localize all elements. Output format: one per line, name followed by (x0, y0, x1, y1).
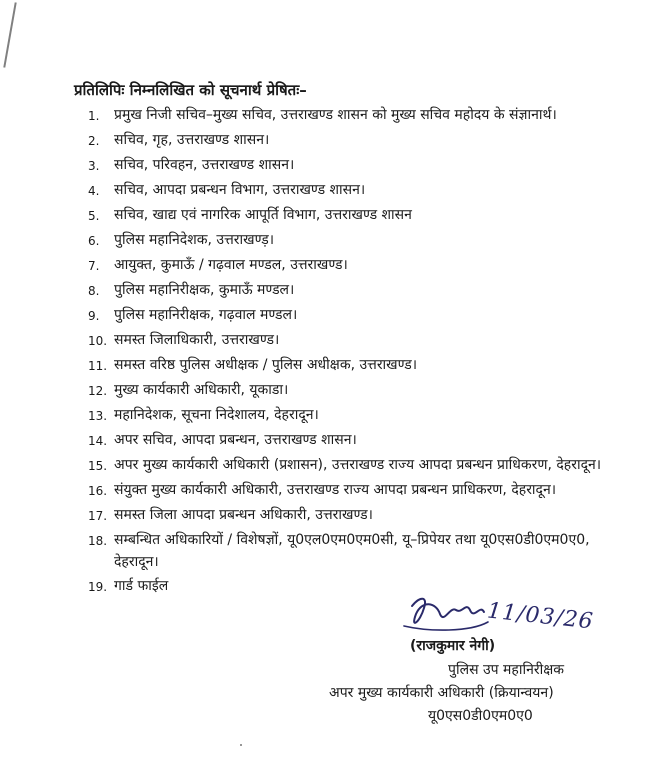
item-number: 13. (88, 409, 108, 423)
item-text: समस्त वरिष्ठ पुलिस अधीक्षक / पुलिस अधीक्षक, उत्तराखण्ड। (114, 357, 418, 373)
item-number: 16. (88, 484, 108, 498)
item-text: प्रमुख निजी सचिव–मुख्य सचिव, उत्तराखण्ड शासन को मुख्य सचिव महोदय के संज्ञानार्थ। (114, 107, 557, 123)
item-number: 18. (88, 534, 108, 548)
item-number: 9. (88, 309, 100, 323)
item-number: 8. (88, 284, 100, 298)
list-item (88, 179, 633, 202)
item-text: गार्ड फाईल (114, 578, 169, 594)
item-text: सचिव, गृह, उत्तराखण्ड शासन। (114, 132, 270, 148)
item-text: महानिदेशक, सूचना निदेशालय, देहरादून। (114, 407, 319, 423)
item-number: 4. (88, 184, 100, 198)
list-item (88, 329, 633, 352)
list-item (88, 529, 633, 573)
list-item (88, 129, 633, 152)
item-number: 5. (88, 209, 100, 223)
item-text: संयुक्त मुख्य कार्यकारी अधिकारी, उत्तराखण्ड राज्य आपदा प्रबन्धन प्राधिकरण, देहरादून। (114, 482, 557, 498)
item-number: 14. (88, 434, 108, 448)
signatory-name: (राजकुमार नेगी) (410, 638, 496, 654)
item-text: सचिव, आपदा प्रबन्धन विभाग, उत्तराखण्ड शासन। (114, 182, 366, 198)
distribution-heading: प्रतिलिपिः निम्नलिखित को सूचनार्थ प्रेषितः– (74, 81, 307, 99)
item-text: सचिव, खाद्य एवं नागरिक आपूर्ति विभाग, उत्तराखण्ड शासन (114, 207, 412, 223)
signatory-designation-2: अपर मुख्य कार्यकारी अधिकारी (क्रियान्वयन) (329, 685, 554, 701)
item-text: समस्त जिलाधिकारी, उत्तराखण्ड। (114, 332, 280, 348)
item-text: सचिव, परिवहन, उत्तराखण्ड शासन। (114, 157, 295, 173)
list-item (88, 279, 633, 302)
item-number: 15. (88, 459, 108, 473)
list-item (88, 204, 633, 227)
list-item (88, 479, 633, 502)
list-item (88, 254, 633, 277)
item-number: 1. (88, 109, 100, 123)
item-number: 10. (88, 334, 108, 348)
item-number: 11. (88, 359, 108, 373)
item-number: 7. (88, 259, 100, 273)
scan-edge-mark (3, 2, 16, 67)
item-text: आयुक्त, कुमाऊँ / गढ़वाल मण्डल, उत्तराखण्ड। (114, 257, 348, 273)
item-number: 3. (88, 159, 100, 173)
item-number: 6. (88, 234, 100, 248)
item-text: अपर सचिव, आपदा प्रबन्धन, उत्तराखण्ड शासन। (114, 432, 357, 448)
signatory-designation-1: पुलिस उप महानिरीक्षक (448, 662, 565, 678)
item-text: पुलिस महानिरीक्षक, गढ़वाल मण्डल। (114, 307, 298, 323)
item-number: 17. (88, 509, 108, 523)
list-item (88, 229, 633, 252)
list-item (88, 154, 633, 177)
scan-speck (240, 744, 242, 746)
item-number: 12. (88, 384, 108, 398)
item-number: 19. (88, 580, 108, 594)
list-item (88, 404, 633, 427)
list-item (88, 304, 633, 327)
item-text: मुख्य कार्यकारी अधिकारी, यूकाडा। (114, 382, 289, 398)
signatory-designation-3: यू0एस0डी0एम0ए0 (428, 708, 533, 724)
list-item (88, 429, 633, 452)
distribution-list (88, 104, 633, 600)
item-text: पुलिस महानिरीक्षक, कुमाऊँ मण्डल। (114, 282, 295, 298)
item-text: अपर मुख्य कार्यकारी अधिकारी (प्रशासन), उत्तराखण्ड राज्य आपदा प्रबन्धन प्राधिकरण, देहरादून। (114, 457, 602, 473)
list-item (88, 104, 633, 127)
item-text: समस्त जिला आपदा प्रबन्धन अधिकारी, उत्तराखण्ड। (114, 507, 373, 523)
list-item (88, 454, 633, 477)
signature-date: 11/03/26 (485, 598, 595, 635)
item-number: 2. (88, 134, 100, 148)
item-text: पुलिस महानिदेशक, उत्तराखण्ड़। (114, 232, 275, 248)
list-item (88, 354, 633, 377)
list-item (88, 379, 633, 402)
list-item (88, 504, 633, 527)
item-text: सम्बन्धित अधिकारियों / विशेषज्ञों, यू0एल0एम0एम0सी, यू–प्रिपेयर तथा यू0एस0डी0एम0ए0, देहरादून। (114, 532, 590, 570)
